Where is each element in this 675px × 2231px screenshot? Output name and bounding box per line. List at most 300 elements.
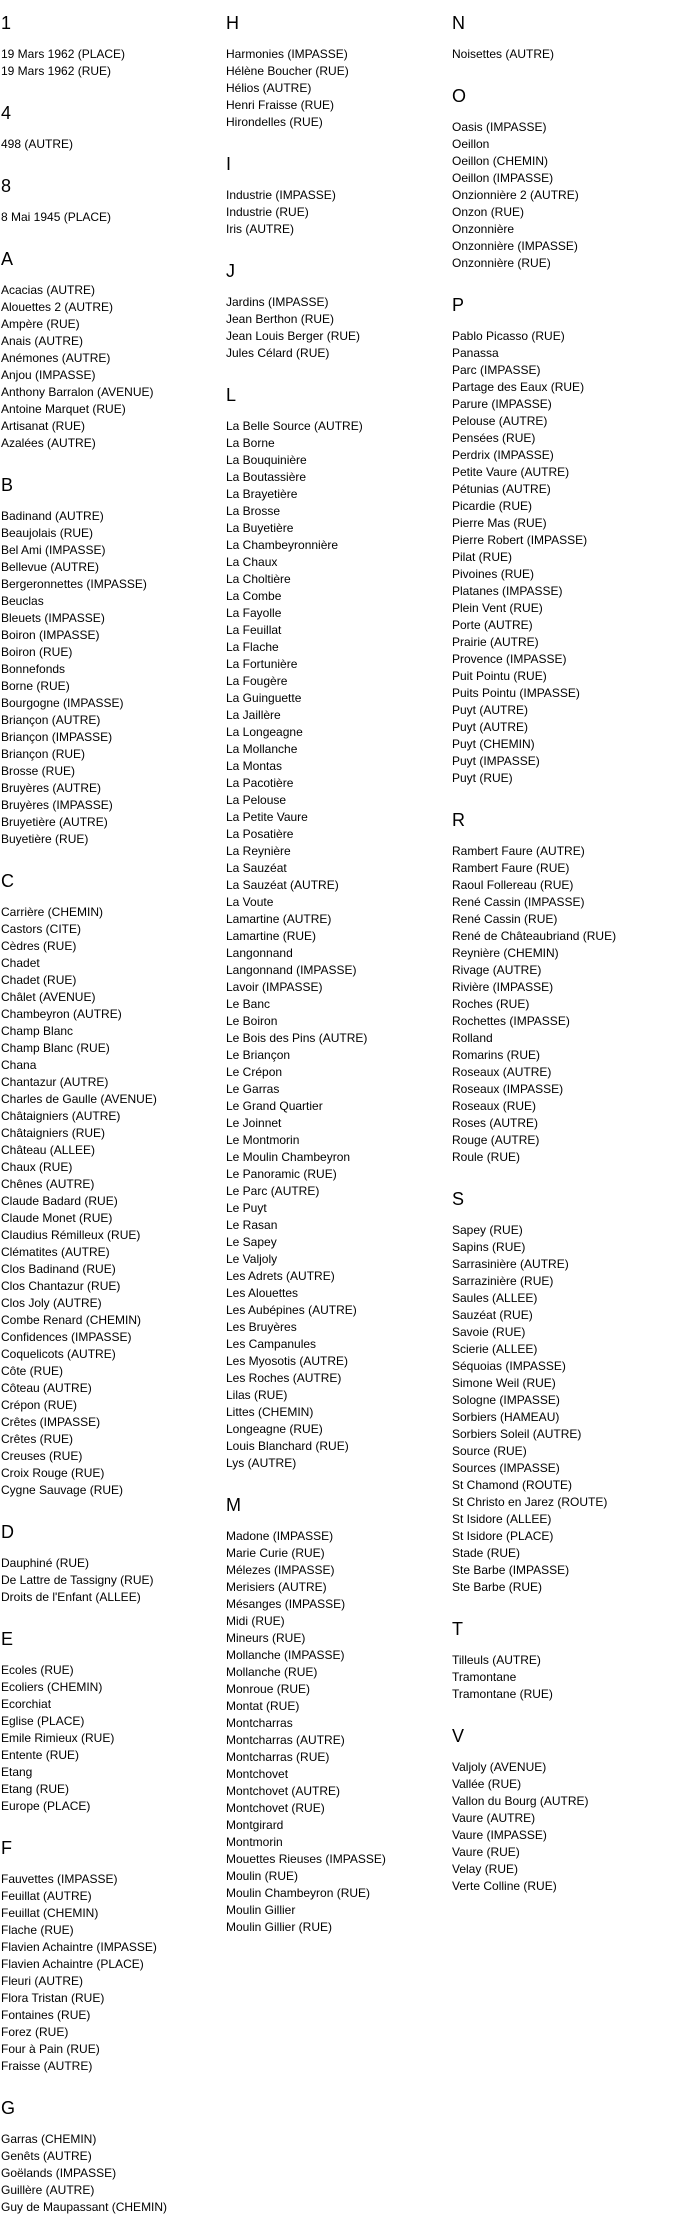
- street-entry: La Fayolle: [226, 606, 282, 620]
- index-section: [1, 1825, 226, 2085]
- street-entry: Lilas (RUE): [226, 1388, 288, 1402]
- street-entry: Combe Renard (CHEMIN): [1, 1313, 142, 1327]
- section-letter-heading: H: [226, 13, 239, 33]
- street-entry: Valjoly (AVENUE): [452, 1760, 547, 1774]
- section-letter-heading: N: [452, 13, 465, 33]
- street-entry: Hélène Boucher (RUE): [226, 64, 349, 78]
- section-letter-heading: D: [1, 1522, 14, 1542]
- street-entry: Clématites (AUTRE): [1, 1245, 110, 1259]
- street-entry: Claudius Rémilleux (RUE): [1, 1228, 141, 1242]
- street-entry: La Sauzéat (AUTRE): [226, 878, 339, 892]
- street-entry: Sorbiers (HAMEAU): [452, 1410, 560, 1424]
- street-entry: Le Crépon: [226, 1065, 283, 1079]
- street-entry: Pablo Picasso (RUE): [452, 329, 565, 343]
- street-entry: La Petite Vaure: [226, 810, 308, 824]
- street-entry: Sapins (RUE): [452, 1240, 526, 1254]
- street-entry: Montcharras (AUTRE): [226, 1733, 345, 1747]
- index-section: [226, 141, 451, 248]
- street-entry: Rivière (IMPASSE): [452, 980, 554, 994]
- street-entry: Onzon (RUE): [452, 205, 525, 219]
- street-entry: St Christo en Jarez (ROUTE): [452, 1495, 608, 1509]
- index-section: [452, 1176, 675, 1606]
- street-entry: Anjou (IMPASSE): [1, 368, 96, 382]
- street-entry: Industrie (IMPASSE): [226, 188, 336, 202]
- street-entry: Harmonies (IMPASSE): [226, 47, 348, 61]
- street-entry: Claude Badard (RUE): [1, 1194, 118, 1208]
- street-entry: Le Briançon: [226, 1048, 291, 1062]
- street-entry: Clos Joly (AUTRE): [1, 1296, 102, 1310]
- section-letter-heading: O: [452, 86, 467, 106]
- street-entry: La Chaux: [226, 555, 278, 569]
- street-entry: Le Boiron: [226, 1014, 278, 1028]
- street-entry: Moulin Gillier (RUE): [226, 1920, 333, 1934]
- section-spacer: [1, 153, 226, 163]
- section-spacer: [1, 1606, 226, 1616]
- street-entry: Buyetière (RUE): [1, 832, 89, 846]
- street-entry: Hélios (AUTRE): [226, 81, 312, 95]
- street-entry: Parure (IMPASSE): [452, 397, 552, 411]
- street-entry: Bleuets (IMPASSE): [1, 611, 105, 625]
- section-letter-heading: E: [1, 1629, 14, 1649]
- street-entry: Cèdres (RUE): [1, 939, 77, 953]
- street-entry: Montchovet (RUE): [226, 1801, 325, 1815]
- section-letter-heading: I: [226, 154, 232, 174]
- section-spacer: [1, 1815, 226, 1825]
- street-entry: Rolland: [452, 1031, 493, 1045]
- street-entry: Châlet (AVENUE): [1, 990, 96, 1004]
- street-entry: Feuillat (CHEMIN): [1, 1906, 99, 1920]
- street-entry: Entente (RUE): [1, 1748, 80, 1762]
- street-entry: Romarins (RUE): [452, 1048, 541, 1062]
- section-spacer: [226, 1936, 451, 1946]
- street-entry: La Choltière: [226, 572, 291, 586]
- index-section: [452, 73, 675, 282]
- street-entry: Ste Barbe (IMPASSE): [452, 1563, 570, 1577]
- street-entry: Bruyetière (AUTRE): [1, 815, 108, 829]
- street-entry: Le Joinnet: [226, 1116, 282, 1130]
- street-entry: Chambeyron (AUTRE): [1, 1007, 122, 1021]
- index-section: [1, 1509, 226, 1616]
- street-entry: Vaure (RUE): [452, 1845, 520, 1859]
- section-spacer: [226, 131, 451, 141]
- street-entry: Dauphiné (RUE): [1, 1556, 90, 1570]
- section-spacer: [452, 272, 675, 282]
- street-entry: Crêtes (IMPASSE): [1, 1415, 101, 1429]
- section-letter-heading: 8: [1, 176, 12, 196]
- street-entry: Scierie (ALLEE): [452, 1342, 538, 1356]
- index-section: [1, 1616, 226, 1825]
- section-letter-heading: P: [452, 295, 465, 315]
- street-entry: Coquelicots (AUTRE): [1, 1347, 116, 1361]
- street-entry: Montcharras: [226, 1716, 293, 1730]
- street-entry: La Sauzéat: [226, 861, 287, 875]
- street-entry: Côteau (AUTRE): [1, 1381, 92, 1395]
- street-entry: Beaujolais (RUE): [1, 526, 94, 540]
- section-letter-heading: F: [1, 1838, 12, 1858]
- index-section: [226, 248, 451, 372]
- section-letter-heading: G: [1, 2098, 16, 2118]
- street-entry: Lys (AUTRE): [226, 1456, 297, 1470]
- street-entry: Puyt (RUE): [452, 771, 513, 785]
- street-entry: Anémones (AUTRE): [1, 351, 111, 365]
- street-entry: Bonnefonds: [1, 662, 66, 676]
- street-entry: Rochettes (IMPASSE): [452, 1014, 570, 1028]
- street-entry: Les Bruyères: [226, 1320, 297, 1334]
- street-entry: Ecoliers (CHEMIN): [1, 1680, 103, 1694]
- street-entry: Puyt (CHEMIN): [452, 737, 535, 751]
- street-entry: Champ Blanc (RUE): [1, 1041, 110, 1055]
- street-entry: Fontaines (RUE): [1, 2008, 91, 2022]
- street-entry: Lavoir (IMPASSE): [226, 980, 323, 994]
- street-entry: Chadet (RUE): [1, 973, 77, 987]
- street-entry: Antoine Marquet (RUE): [1, 402, 126, 416]
- street-entry: Mouettes Rieuses (IMPASSE): [226, 1852, 386, 1866]
- street-entry: Oeillon (CHEMIN): [452, 154, 549, 168]
- street-entry: Briançon (RUE): [1, 747, 86, 761]
- street-entry: Source (RUE): [452, 1444, 527, 1458]
- street-entry: Roseaux (RUE): [452, 1099, 537, 1113]
- street-entry: Perdrix (IMPASSE): [452, 448, 554, 462]
- street-entry: Chantazur (AUTRE): [1, 1075, 109, 1089]
- index-section: [1, 2085, 226, 2226]
- street-entry: Picardie (RUE): [452, 499, 533, 513]
- section-letter-heading: A: [1, 249, 14, 269]
- street-entry: Partage des Eaux (RUE): [452, 380, 585, 394]
- street-entry: Le Montmorin: [226, 1133, 300, 1147]
- street-entry: Prairie (AUTRE): [452, 635, 539, 649]
- street-entry: Pierre Robert (IMPASSE): [452, 533, 588, 547]
- street-entry: Rouge (AUTRE): [452, 1133, 540, 1147]
- street-entry: Four à Pain (RUE): [1, 2042, 100, 2056]
- street-entry: Creuses (RUE): [1, 1449, 83, 1463]
- street-entry: Artisanat (RUE): [1, 419, 86, 433]
- street-entry: Vaure (IMPASSE): [452, 1828, 547, 1842]
- index-column-1: [1, 0, 226, 2226]
- section-spacer: [1, 2075, 226, 2085]
- street-entry: Etang: [1, 1765, 33, 1779]
- street-entry: Pelouse (AUTRE): [452, 414, 548, 428]
- street-entry: La Reynière: [226, 844, 291, 858]
- street-entry: Brosse (RUE): [1, 764, 76, 778]
- street-entry: Les Roches (AUTRE): [226, 1371, 342, 1385]
- street-entry: La Voute: [226, 895, 274, 909]
- section-spacer: [452, 1166, 675, 1176]
- street-entry: Garras (CHEMIN): [1, 2132, 97, 2146]
- street-entry: La Pacotière: [226, 776, 294, 790]
- street-entry: Fleuri (AUTRE): [1, 1974, 84, 1988]
- section-spacer: [452, 1596, 675, 1606]
- section-letter-heading: M: [226, 1495, 241, 1515]
- street-entry: Claude Monet (RUE): [1, 1211, 113, 1225]
- street-entry: Pivoines (RUE): [452, 567, 535, 581]
- street-entry: Côte (RUE): [1, 1364, 64, 1378]
- section-spacer: [1, 452, 226, 462]
- index-section: [226, 0, 451, 141]
- street-entry: Genêts (AUTRE): [1, 2149, 92, 2163]
- street-entry: La Chambeyronnière: [226, 538, 339, 552]
- index-section: [452, 0, 675, 73]
- street-entry: Lamartine (RUE): [226, 929, 317, 943]
- street-entry: Verte Colline (RUE): [452, 1879, 557, 1893]
- street-entry: Flavien Achaintre (PLACE): [1, 1957, 144, 1971]
- street-entry: Montcharras (RUE): [226, 1750, 330, 1764]
- street-entry: Sauzéat (RUE): [452, 1308, 533, 1322]
- street-entry: Les Adrets (AUTRE): [226, 1269, 335, 1283]
- street-entry: Sorbiers Soleil (AUTRE): [452, 1427, 582, 1441]
- street-entry: Mésanges (IMPASSE): [226, 1597, 346, 1611]
- street-entry: Guy de Maupassant (CHEMIN): [1, 2200, 168, 2214]
- street-entry: Flache (RUE): [1, 1923, 74, 1937]
- street-entry: Mollanche (IMPASSE): [226, 1648, 345, 1662]
- street-entry: Mélezes (IMPASSE): [226, 1563, 335, 1577]
- street-entry: Le Rasan: [226, 1218, 278, 1232]
- section-spacer: [1, 1499, 226, 1509]
- street-entry: La Montas: [226, 759, 283, 773]
- street-entry: Forez (RUE): [1, 2025, 69, 2039]
- street-entry: Eglise (PLACE): [1, 1714, 85, 1728]
- street-entry: Savoie (RUE): [452, 1325, 526, 1339]
- section-letter-heading: L: [226, 385, 237, 405]
- street-entry: Roule (RUE): [452, 1150, 521, 1164]
- street-entry: Oeillon: [452, 137, 490, 151]
- street-entry: 8 Mai 1945 (PLACE): [1, 210, 112, 224]
- street-entry: Château (ALLEE): [1, 1143, 96, 1157]
- street-entry: La Belle Source (AUTRE): [226, 419, 363, 433]
- section-spacer: [1, 226, 226, 236]
- street-entry: Puit Pointu (RUE): [452, 669, 547, 683]
- street-entry: De Lattre de Tassigny (RUE): [1, 1573, 154, 1587]
- street-entry: Carrière (CHEMIN): [1, 905, 103, 919]
- section-letter-heading: 1: [1, 13, 12, 33]
- street-entry: Emile Rimieux (RUE): [1, 1731, 115, 1745]
- street-entry: Puyt (IMPASSE): [452, 754, 540, 768]
- street-entry: Jean Berthon (RUE): [226, 312, 335, 326]
- section-spacer: [452, 63, 675, 73]
- street-entry: Clos Chantazur (RUE): [1, 1279, 121, 1293]
- street-entry: Ste Barbe (RUE): [452, 1580, 543, 1594]
- street-entry: Boiron (IMPASSE): [1, 628, 100, 642]
- street-entry: Roches (RUE): [452, 997, 530, 1011]
- street-entry: Longeagne (RUE): [226, 1422, 323, 1436]
- street-entry: La Combe: [226, 589, 282, 603]
- street-entry: Le Banc: [226, 997, 271, 1011]
- street-entry: Madone (IMPASSE): [226, 1529, 334, 1543]
- street-entry: Vallon du Bourg (AUTRE): [452, 1794, 589, 1808]
- street-entry: Flora Tristan (RUE): [1, 1991, 105, 2005]
- street-entry: Chana: [1, 1058, 37, 1072]
- street-entry: Henri Fraisse (RUE): [226, 98, 335, 112]
- street-entry: Montchovet: [226, 1767, 289, 1781]
- street-entry: Azalées (AUTRE): [1, 436, 96, 450]
- street-entry: 19 Mars 1962 (RUE): [1, 64, 112, 78]
- section-spacer: [226, 1472, 451, 1482]
- street-entry: Les Myosotis (AUTRE): [226, 1354, 349, 1368]
- street-entry: Langonnand: [226, 946, 293, 960]
- street-entry: La Posatière: [226, 827, 294, 841]
- street-entry: Le Moulin Chambeyron: [226, 1150, 351, 1164]
- street-entry: Monroue (RUE): [226, 1682, 311, 1696]
- street-entry: Midi (RUE): [226, 1614, 285, 1628]
- street-entry: Montchovet (AUTRE): [226, 1784, 341, 1798]
- street-entry: Roseaux (AUTRE): [452, 1065, 552, 1079]
- street-entry: Le Garras: [226, 1082, 280, 1096]
- index-section: [452, 1606, 675, 1713]
- street-entry: Chênes (AUTRE): [1, 1177, 95, 1191]
- street-entry: Fraisse (AUTRE): [1, 2059, 93, 2073]
- street-entry: René Cassin (RUE): [452, 912, 558, 926]
- street-entry: Ecorchiat: [1, 1697, 52, 1711]
- street-entry: Sapey (RUE): [452, 1223, 523, 1237]
- street-entry: Anais (AUTRE): [1, 334, 84, 348]
- street-entry: Raoul Follereau (RUE): [452, 878, 574, 892]
- street-entry: Rivage (AUTRE): [452, 963, 542, 977]
- section-letter-heading: 4: [1, 103, 12, 123]
- street-entry: Montmorin: [226, 1835, 283, 1849]
- street-entry: Les Campanules: [226, 1337, 317, 1351]
- street-entry: Velay (RUE): [452, 1862, 519, 1876]
- index-column-2: [226, 0, 451, 1946]
- section-spacer: [452, 1703, 675, 1713]
- street-entry: Fauvettes (IMPASSE): [1, 1872, 118, 1886]
- street-entry: Croix Rouge (RUE): [1, 1466, 105, 1480]
- street-entry: Anthony Barralon (AVENUE): [1, 385, 154, 399]
- section-spacer: [1, 80, 226, 90]
- street-entry: Guillère (AUTRE): [1, 2183, 95, 2197]
- section-spacer: [226, 362, 451, 372]
- street-entry: La Buyetière: [226, 521, 294, 535]
- street-entry: Vallée (RUE): [452, 1777, 522, 1791]
- street-entry: Boiron (RUE): [1, 645, 73, 659]
- street-entry: Chadet: [1, 956, 40, 970]
- street-entry: Les Aubépines (AUTRE): [226, 1303, 357, 1317]
- street-entry: Bel Ami (IMPASSE): [1, 543, 106, 557]
- section-letter-heading: T: [452, 1619, 463, 1639]
- street-entry: Parc (IMPASSE): [452, 363, 541, 377]
- street-entry: Mineurs (RUE): [226, 1631, 306, 1645]
- section-spacer: [452, 787, 675, 797]
- street-entry: La Flache: [226, 640, 279, 654]
- street-entry: Iris (AUTRE): [226, 222, 294, 236]
- street-entry: Briançon (IMPASSE): [1, 730, 113, 744]
- section-spacer: [452, 1895, 675, 1905]
- index-section: [452, 797, 675, 1176]
- street-entry: Porte (AUTRE): [452, 618, 533, 632]
- street-entry: Clos Badinand (RUE): [1, 1262, 116, 1276]
- street-entry: Crépon (RUE): [1, 1398, 78, 1412]
- street-entry: La Jaillère: [226, 708, 281, 722]
- street-entry: Tilleuls (AUTRE): [452, 1653, 541, 1667]
- street-entry: Châtaigniers (AUTRE): [1, 1109, 121, 1123]
- street-entry: Montgirard: [226, 1818, 284, 1832]
- index-section: [1, 163, 226, 236]
- section-letter-heading: V: [452, 1726, 465, 1746]
- street-entry: Louis Blanchard (RUE): [226, 1439, 349, 1453]
- street-entry: Moulin Gillier: [226, 1903, 296, 1917]
- street-entry: Le Valjoly: [226, 1252, 278, 1266]
- street-entry: Sarrazinière (RUE): [452, 1274, 554, 1288]
- street-entry: René de Châteaubriand (RUE): [452, 929, 617, 943]
- section-letter-heading: S: [452, 1189, 465, 1209]
- street-entry: Langonnand (IMPASSE): [226, 963, 357, 977]
- index-section: [452, 282, 675, 797]
- street-entry: Sologne (IMPASSE): [452, 1393, 560, 1407]
- street-entry: Bourgogne (IMPASSE): [1, 696, 124, 710]
- street-entry: La Longeagne: [226, 725, 303, 739]
- index-section: [1, 90, 226, 163]
- street-entry: Jules Célard (RUE): [226, 346, 330, 360]
- street-entry: Tramontane: [452, 1670, 517, 1684]
- street-entry: La Borne: [226, 436, 275, 450]
- street-entry: Beuclas: [1, 594, 44, 608]
- street-entry: Jardins (IMPASSE): [226, 295, 329, 309]
- street-entry: Badinand (AUTRE): [1, 509, 104, 523]
- street-entry: Lamartine (AUTRE): [226, 912, 332, 926]
- street-entry: La Pelouse: [226, 793, 287, 807]
- street-entry: Le Grand Quartier: [226, 1099, 323, 1113]
- street-entry: Chaux (RUE): [1, 1160, 73, 1174]
- street-entry: Droits de l'Enfant (ALLEE): [1, 1590, 141, 1604]
- street-entry: Crêtes (RUE): [1, 1432, 74, 1446]
- street-entry: Pilat (RUE): [452, 550, 513, 564]
- street-entry: Puyt (AUTRE): [452, 703, 529, 717]
- street-entry: Tramontane (RUE): [452, 1687, 553, 1701]
- street-entry: Le Parc (AUTRE): [226, 1184, 320, 1198]
- street-entry: La Feuillat: [226, 623, 282, 637]
- street-entry: Marie Curie (RUE): [226, 1546, 325, 1560]
- street-entry: Séquoias (IMPASSE): [452, 1359, 566, 1373]
- street-entry: Oeillon (IMPASSE): [452, 171, 554, 185]
- section-letter-heading: R: [452, 810, 465, 830]
- street-entry: Provence (IMPASSE): [452, 652, 567, 666]
- street-entry: La Mollanche: [226, 742, 298, 756]
- street-entry: Flavien Achaintre (IMPASSE): [1, 1940, 157, 1954]
- street-entry: St Chamond (ROUTE): [452, 1478, 573, 1492]
- street-entry: Montat (RUE): [226, 1699, 300, 1713]
- street-entry: Plein Vent (RUE): [452, 601, 543, 615]
- street-entry: Feuillat (AUTRE): [1, 1889, 92, 1903]
- street-entry: Pensées (RUE): [452, 431, 536, 445]
- index-section: [1, 236, 226, 462]
- street-entry: Pétunias (AUTRE): [452, 482, 551, 496]
- street-entry: Saules (ALLEE): [452, 1291, 538, 1305]
- street-entry: Le Sapey: [226, 1235, 277, 1249]
- street-entry: Les Alouettes: [226, 1286, 299, 1300]
- street-entry: Petite Vaure (AUTRE): [452, 465, 570, 479]
- street-entry: La Fortunière: [226, 657, 298, 671]
- street-entry: Mollanche (RUE): [226, 1665, 318, 1679]
- street-entry: St Isidore (ALLEE): [452, 1512, 552, 1526]
- street-entry: 498 (AUTRE): [1, 137, 74, 151]
- street-entry: Littes (CHEMIN): [226, 1405, 314, 1419]
- index-column-3: [452, 0, 675, 1905]
- street-entry: Bellevue (AUTRE): [1, 560, 100, 574]
- street-entry: Pierre Mas (RUE): [452, 516, 547, 530]
- street-entry: Le Puyt: [226, 1201, 267, 1215]
- street-entry: La Fougère: [226, 674, 288, 688]
- street-entry: Bergeronnettes (IMPASSE): [1, 577, 147, 591]
- street-entry: Briançon (AUTRE): [1, 713, 101, 727]
- street-entry: Industrie (RUE): [226, 205, 309, 219]
- street-entry: Etang (RUE): [1, 1782, 70, 1796]
- street-entry: 19 Mars 1962 (PLACE): [1, 47, 126, 61]
- street-entry: Sarrasinière (AUTRE): [452, 1257, 569, 1271]
- street-entry: Moulin (RUE): [226, 1869, 299, 1883]
- section-letter-heading: B: [1, 475, 14, 495]
- street-entry: Borne (RUE): [1, 679, 70, 693]
- street-entry: Reynière (CHEMIN): [452, 946, 559, 960]
- section-spacer: [1, 2216, 226, 2226]
- street-entry: Onzonnière (IMPASSE): [452, 239, 578, 253]
